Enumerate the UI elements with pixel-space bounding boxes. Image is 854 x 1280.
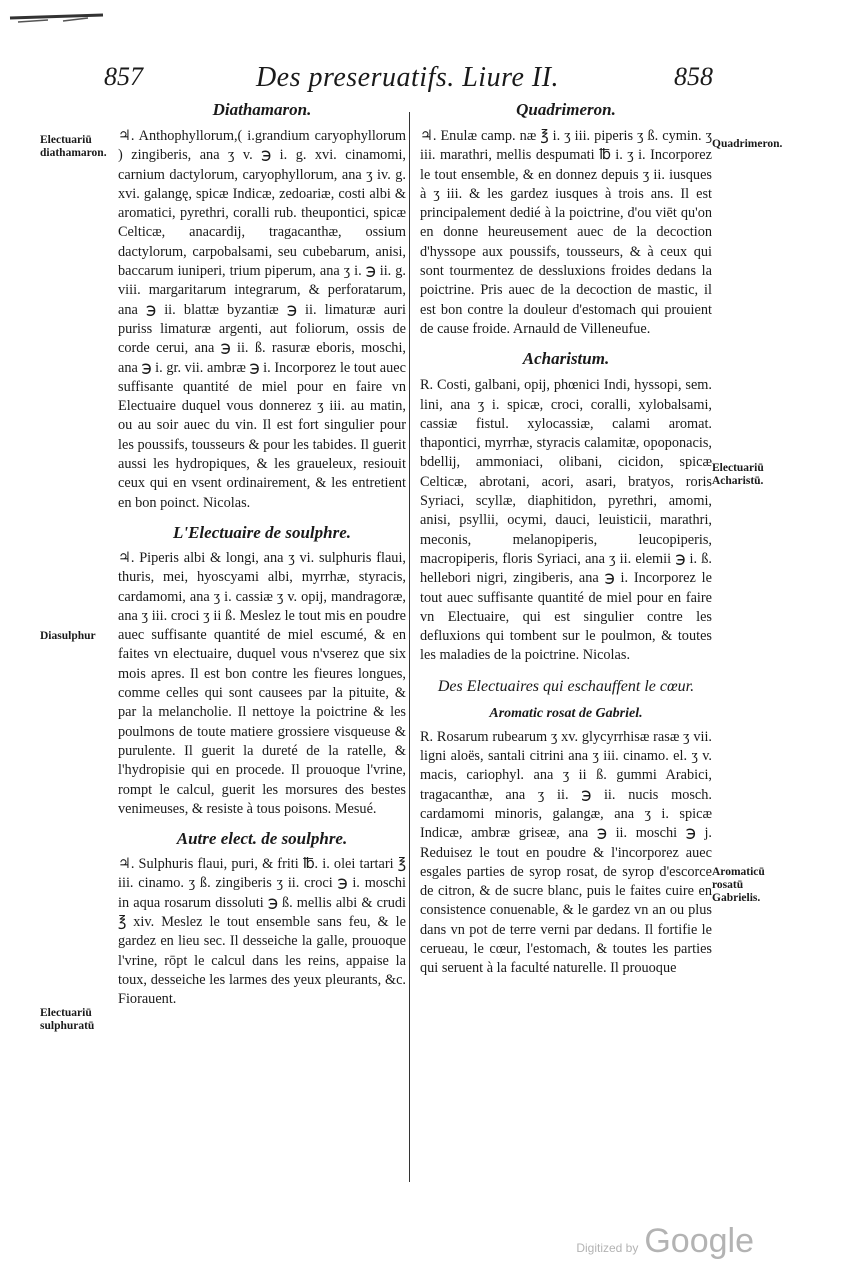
ink-smudge-mark [8,6,108,28]
section-title-aromatic: Aromatic rosat de Gabriel. [489,705,643,721]
digitized-label: Digitized by [576,1241,639,1255]
google-logo: Google [644,1222,754,1260]
paragraph-aromatic: R. Rosarum rubearum ʒ xv. glycyrrhisæ rasæ ʒ vii. ligni aloës, santali citrini ana ʒ iii. cinamo. el. ʒ v. macis, cariophyl. ana ʒ ii ß. gummi Arabici, tragacanthæ, ana ʒ ii. ℈ ii. nucis mosch. cardamomi minoris, galangæ, ana ʒ i. spicæ Indicæ, ambræ griseæ, ana ℈ ii. moschi ℈ j. Reduisez le tout en poudre & l'incorporez auec esgales parties de syrop rosat, de syrop d'escorce de citron, & de sucre blanc, puis le faites cuire en consistence conuenable, & le gardez vn an ou plus dans vn pot de terre verni par dedans. Il fortifie le cerueau, le cœur, l'estomach, & toutes les parties qui seruent à la faculté naturelle. Il prouoque [420,728,712,977]
section-heading-electuaires: Des Electuaires qui eschauffent le cœur. [437,677,695,695]
margin-note-aromatic: Aromaticū rosatū Gabrielis. [712,866,765,904]
running-title: Des preseruatifs. Liure II. [255,62,560,93]
paragraph-soulphre: ♃. Piperis albi & longi, ana ʒ vi. sulphuris flaui, thuris, mei, hyoscyami albi, myrrhæ, styracis, cardamomi, ana ʒ i. cassiæ ʒ v. opij, mandragoræ, ana ʒ iii. croci ʒ ii ß. Meslez le tout mis en poudre auec suffisante quantité de miel escumé, & en faites vn electuaire, duquel vous n'vserez que six mois apres. Il est bon contre les fieures longues, comme celles qui sont causees par la pituite, & par la melancholie. Il nettoye la poictrine & les poulmons de toute matiere grossiere visqueuse & purulente. Il guerit la dureté de la ratelle, & l'hydropisie qui en procede. Il prouoque l'vrine, rompt le calcul, guerit les morsures des bestes venimeuses, & resiste à tous poisons. Mesué. [118,549,406,817]
margin-note-diathamaron: Electuariū diathamaron. [40,134,107,159]
digitized-by-google-watermark [576,1222,754,1261]
paragraph-autre: ♃. Sulphuris flaui, puri, & friti ℔. i. olei tartari ℥ iii. cinamo. ʒ ß. zingiberis ʒ ii. croci ℈ i. moschi in aqua rosarum dissoluti ℈ ß. mellis albi & crudi ℥ xiv. Meslez le tout ensemble sans feu, & le gardez en lieu sec. Il desseiche la galle, prouoque l'vrine, rōpt le calcul dans les reins, appaise la toux, desseiche les larmes des yeux pleurants, &c. Fiorauent. [118,856,406,1008]
paragraph-quadrimeron: ♃. Enulæ camp. næ ℥ i. ʒ iii. piperis ʒ ß. cymin. ʒ iii. marathri, mellis despumati ℔ i. ʒ i. Incorporez le tout ensemble, & en donnez depuis ʒ ii. iusques à ʒ iii. & les gardez iusques à trois ans. Il est principalement dedié à la poictrine, d'ou viēt qu'on en donne heureusement auec de la decoction d'hyssope aux poussifs, tousseurs, & à ceux qui sont tourmentez de dessluxions froides dedans la poictrine. Pris auec de la decoction de mastic, il est bon contre la douleur d'estomach qui prouient de cause froide. Arnauld de Villeneufue. [420,128,712,337]
left-column [118,100,406,1009]
margin-note-diasulphur: Diasulphur [40,630,96,642]
column-divider [409,112,410,1182]
section-title-acharistum: Acharistum. [522,349,610,369]
page-number-right: 858 [674,62,713,91]
section-title-autre: Autre elect. de soulphre. [176,829,348,849]
page-number-left: 857 [104,62,143,91]
margin-note-sulphuratum: Electuariū sulphuratū [40,1007,95,1032]
margin-note-acharistum: Electuariū Acharistū. [712,462,764,487]
section-title-diathamaron: Diathamaron. [212,100,312,119]
right-column [420,100,712,979]
paragraph-acharistum: R. Costi, galbani, opij, phœnici Indi, hyssopi, sem. lini, ana ʒ i. spicæ, croci, coralli, xylobalsami, cassiæ fistul. xylocassiæ, calami aromat. thapontici, myrrhæ, styracis calamitæ, opoponacis, bdellij, ammoniaci, olibani, cicidon, spicæ Celticæ, abrotani, acori, asari, bratyos, roris Syriaci, scyllæ, diaphitidon, pyrethri, amomi, anisi, psyllii, ocymi, dauci, leuisticii, marathri, meconis, melanopiperis, leucopiperis, macropiperis, floris Syriaci, ana ʒ ii. elemii ℈ i. ß. hellebori nigri, zingiberis, ana ℈ i. Incorporez le tout auec suffisante quantité de miel pour en faire vn Electuaire, qui est singulier contre les defluxions qui tombent sur le poulmon, & toutes les maladies de la poictrine. Nicolas. [420,377,712,664]
paragraph-diathamaron: ♃. Anthophyllorum,( i.grandium caryophyllorum ) zingiberis, ana ʒ v. ℈ i. g. xvi. cinamomi, carnium dactylorum, caryophyllorum, ana ʒ iv. g. xvi. galangę, spicæ Indicæ, zedoariæ, costi albi & aromatici, pyrethri, coralli rub. theupontici, spicæ Celticæ, anacardij, tragacanthæ, ossium dactylorum, carpobalsami, seu cubebarum, anisi, baccarum iuniperi, trium piperum, ana ʒ i. ℈ ii. g. viii. margaritarum integrarum, & perforatarum, ana ℈ ii. blattæ byzantiæ ℈ ii. limaturæ auri puriss limaturæ argenti, aut foliorum, ossis de corde cerui, ana ℈ ii. ß. rasuræ eboris, moschi, ana ℈ i. gr. vii. ambræ ℈ i. Incorporez le tout auec suffisante quantité de miel pour en faire vn Electuaire duquel vous donnerez ʒ iii. au matin, ou au soir auec du vin. Il est fort singulier pour les poussifs, tousseurs & pour les tabides. Il guerit aussi les hydropiques, & les graueleux, resiouit ceux qui en vsent ordinairement, & les entretient en bon poinct. Nicolas. [118,128,406,511]
page-header [100,62,715,102]
section-title-quadrimeron: Quadrimeron. [516,100,616,119]
section-title-soulphre: L'Electuaire de soulphre. [172,522,352,542]
margin-note-quadrimeron: Quadrimeron. [712,138,783,150]
